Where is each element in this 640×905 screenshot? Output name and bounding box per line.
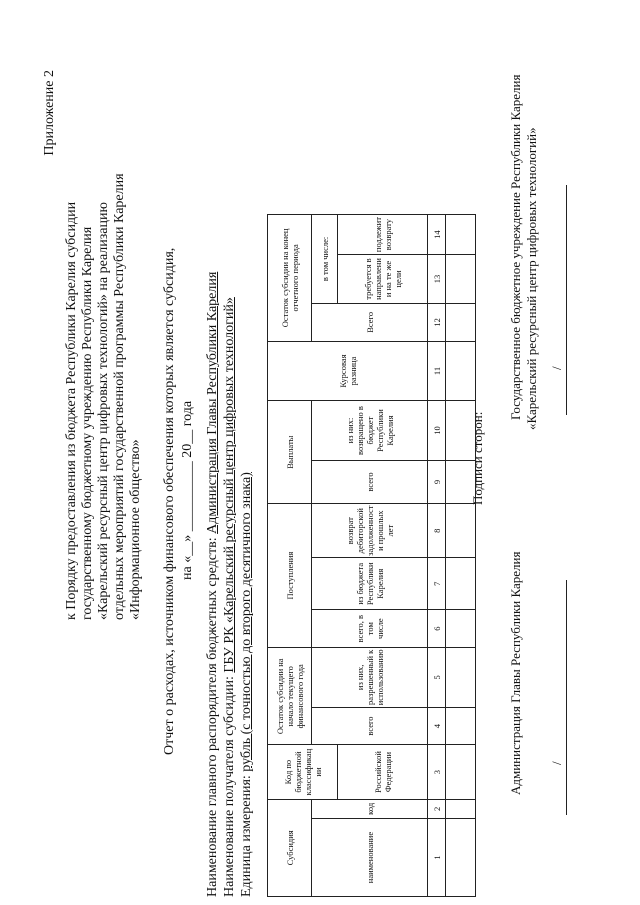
table-header-row-1	[268, 215, 312, 897]
table-data-row	[446, 215, 476, 897]
col-subsidy-name: наименование	[312, 819, 428, 897]
col-payments-total: всего	[312, 460, 428, 503]
col-number: 14	[428, 215, 446, 255]
col-balance-end: Остаток субсидии на конец отчетного периода	[268, 215, 312, 342]
signature-right-org-line-2: «Карельский ресурсный центр цифровых технологий»	[524, 127, 539, 430]
col-number: 12	[428, 303, 446, 341]
header-line-4: отдельных мероприятий государственной программы Республики Карелия	[112, 173, 127, 620]
col-receipts-total: всего, в том числе	[312, 610, 428, 648]
col-payments: Выплаты	[268, 401, 312, 504]
col-fx-difference: Курсовая разница	[268, 341, 428, 401]
table-cell	[446, 648, 476, 708]
table-cell	[446, 303, 476, 341]
signature-line-left	[566, 580, 567, 815]
col-number: 4	[428, 707, 446, 745]
field-unit-label: Единица измерения:	[239, 775, 254, 897]
col-receipts-from-budget: из бюджета Республики Карелия	[312, 558, 428, 610]
report-date-line: на «__» __________ 20__ года	[180, 400, 195, 580]
field-unit	[239, 472, 255, 897]
col-subsidy: Субсидия	[268, 799, 312, 896]
table-cell	[446, 745, 476, 799]
table-cell	[446, 707, 476, 745]
col-balance-start: Остаток субсидии на начало текущего финансового года	[268, 648, 312, 745]
field-recipient-label: Наименование получателя субсидии:	[222, 676, 237, 897]
col-balance-end-including: в том числе:	[312, 215, 338, 304]
field-unit-value: рубль (с точностью до второго десятичного знака)	[239, 472, 254, 772]
header-line-2: государственному бюджетному учреждению Республики Карелия	[80, 226, 95, 620]
field-main-manager	[205, 272, 221, 897]
col-receipts-debtor-return: возврат дебиторской задолженности прошлых лет	[312, 504, 428, 558]
col-number: 9	[428, 460, 446, 503]
report-table	[267, 214, 476, 897]
col-number: 6	[428, 610, 446, 648]
header-line-3: «Карельский ресурсный центр цифровых технологий» на реализацию	[96, 202, 111, 620]
col-receipts: Поступления	[268, 504, 312, 648]
table-cell	[446, 610, 476, 648]
col-number: 1	[428, 819, 446, 897]
col-balance-end-total: Всего	[312, 303, 428, 341]
field-main-manager-label: Наименование главного распорядителя бюджетных средств:	[205, 537, 220, 897]
col-balance-start-allowed: из них, разрешенный к использованию	[312, 648, 428, 708]
table-cell	[446, 504, 476, 558]
col-number: 7	[428, 558, 446, 610]
header-line-1: к Порядку предоставления из бюджета Республики Карелия субсидии	[64, 201, 79, 620]
col-payments-returned: из них: возвращено в бюджет Республики Карелия	[312, 401, 428, 461]
table-cell	[446, 819, 476, 897]
table-number-row	[428, 215, 446, 897]
col-balance-start-total: всего	[312, 707, 428, 745]
col-number: 8	[428, 504, 446, 558]
field-recipient	[222, 297, 238, 897]
signature-slash-left: /	[549, 761, 564, 765]
field-main-manager-value: Администрация Главы Республики Карелия	[205, 271, 220, 534]
signature-line-right	[566, 185, 567, 415]
table-cell	[446, 799, 476, 818]
col-number: 10	[428, 401, 446, 461]
header-line-5: «Информационное общество»	[128, 439, 143, 620]
signature-right-org-line-1: Государственное бюджетное учреждение Республики Карелия	[508, 74, 523, 420]
col-number: 2	[428, 799, 446, 818]
table-cell	[446, 215, 476, 255]
table-cell	[446, 255, 476, 304]
signature-left-org: Администрация Главы Республики Карелия	[508, 551, 523, 795]
col-balance-end-needed: требуется в направлении на те же цели	[338, 255, 428, 304]
col-number: 3	[428, 745, 446, 799]
table-cell	[446, 558, 476, 610]
signatures-title: Подписи сторон:	[470, 411, 485, 505]
col-number: 13	[428, 255, 446, 304]
col-balance-end-to-return: подлежит возврату	[338, 215, 428, 255]
col-number: 11	[428, 341, 446, 401]
appendix-number: Приложение 2	[42, 70, 57, 156]
col-bk-code-rf: Российской Федерации	[338, 745, 428, 799]
signature-slash-right: /	[549, 366, 564, 370]
table-cell	[446, 341, 476, 401]
col-subsidy-code: код	[312, 799, 428, 818]
field-recipient-value: ГБУ РК «Карельский ресурсный центр цифровых технологий»	[222, 297, 237, 673]
col-number: 5	[428, 648, 446, 708]
col-bk-code: Код по бюджетной классификации	[268, 745, 338, 799]
report-title: Отчет о расходах, источником финансового обеспечения которых является субсидия,	[162, 247, 177, 755]
